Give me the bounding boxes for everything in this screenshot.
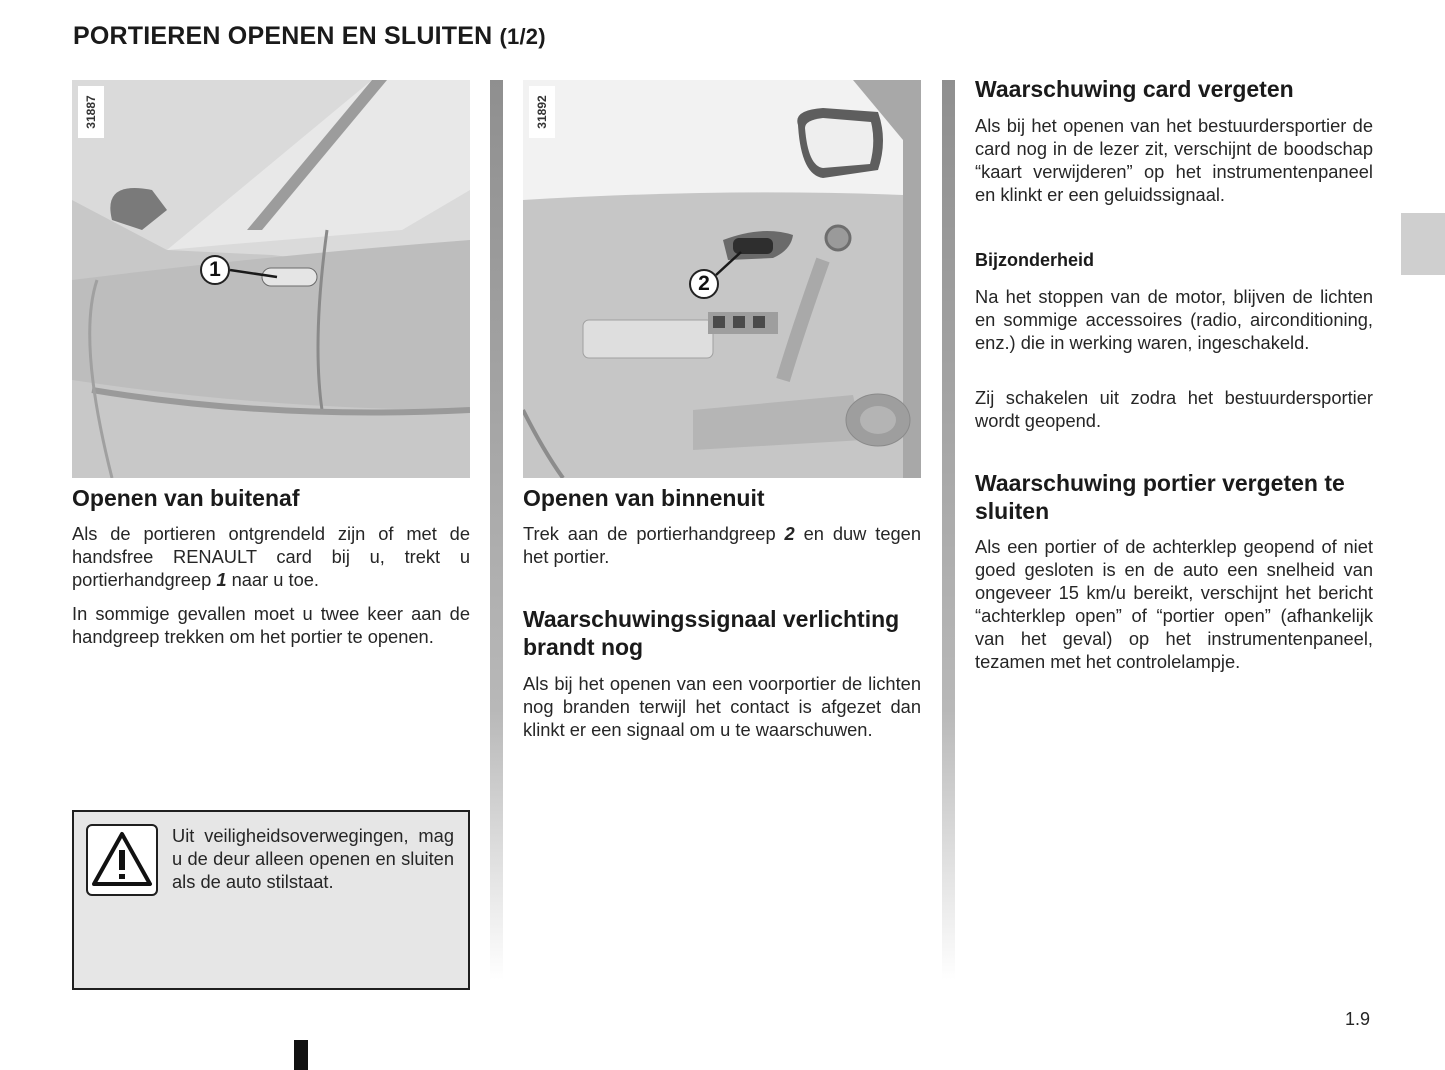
subheading-special: Bijzonderheid (975, 250, 1095, 270)
paragraph-outside-1: Als de portieren ontgrendeld zijn of met de handsfree RENAULT card bij u, trekt u portierhandgreep 1 naar u toe. (72, 523, 470, 590)
section-heading-card-warning: Waarschuwing card vergeten (975, 76, 1294, 102)
paragraph-lights-warning: Als bij het openen van een voorportier de lichten nog branden terwijl het contact is afgezet dan klinkt er een signaal om u te waarschuwen. (523, 673, 921, 740)
section-heading-lights-warning: Waarschuwingssignaal verlichting brandt nog (523, 606, 900, 660)
page-title-suffix: (1/2) (499, 24, 546, 49)
chapter-tab (1401, 213, 1445, 275)
safety-warning-text: Uit veiligheidsoverwegingen, mag u de deur alleen openen en sluiten als de auto stilstaat. (172, 825, 454, 892)
print-crop-mark (294, 1040, 308, 1070)
column-divider-left (490, 80, 503, 980)
paragraph-door-warning: Als een portier of de achterklep geopend of niet goed gesloten is en de auto een snelheid van ongeveer 15 km/u bereikt, verschijnt het bericht “achterklep open” of “portier open” (afhankelijk van het geval) op het instrumentenpaneel, tezamen met het controlelampje. (975, 536, 1373, 672)
callout-1: 1 (200, 255, 230, 285)
page-number: 1.9 (1345, 1009, 1371, 1029)
warning-triangle-icon (86, 824, 158, 896)
section-heading-outside: Openen van buitenaf (72, 485, 300, 511)
photo-reference-code: 31887 (78, 86, 104, 138)
section-heading-inside: Openen van binnenuit (523, 485, 765, 511)
section-heading-door-warning: Waarschuwing portier vergeten te sluiten (975, 470, 1345, 524)
paragraph-special: Na het stoppen van de motor, blijven de lichten en sommige accessoires (radio, airconditioning, enz.) die in werking waren, ingeschakeld. (975, 286, 1373, 353)
exterior-door-photo (72, 80, 470, 478)
paragraph-inside: Trek aan de portierhandgreep 2 en duw tegen het portier. (523, 523, 921, 567)
paragraph-outside-2: In sommige gevallen moet u twee keer aan de handgreep trekken om het portier te openen. (72, 603, 470, 647)
column-divider-right (942, 80, 955, 980)
page-title: PORTIEREN OPENEN EN SLUITEN (1/2) (73, 22, 546, 50)
photo-reference-code: 31892 (529, 86, 555, 138)
interior-door-photo (523, 80, 921, 478)
paragraph-card-warning: Als bij het openen van het bestuurdersportier de card nog in de lezer zit, verschijnt de boodschap “kaart verwijderen” op het instrumentenpaneel en klinkt er een geluidssignaal. (975, 115, 1373, 205)
paragraph-switch-off: Zij schakelen uit zodra het bestuurdersportier wordt geopend. (975, 387, 1373, 431)
safety-warning-box (72, 810, 470, 990)
callout-2: 2 (689, 269, 719, 299)
